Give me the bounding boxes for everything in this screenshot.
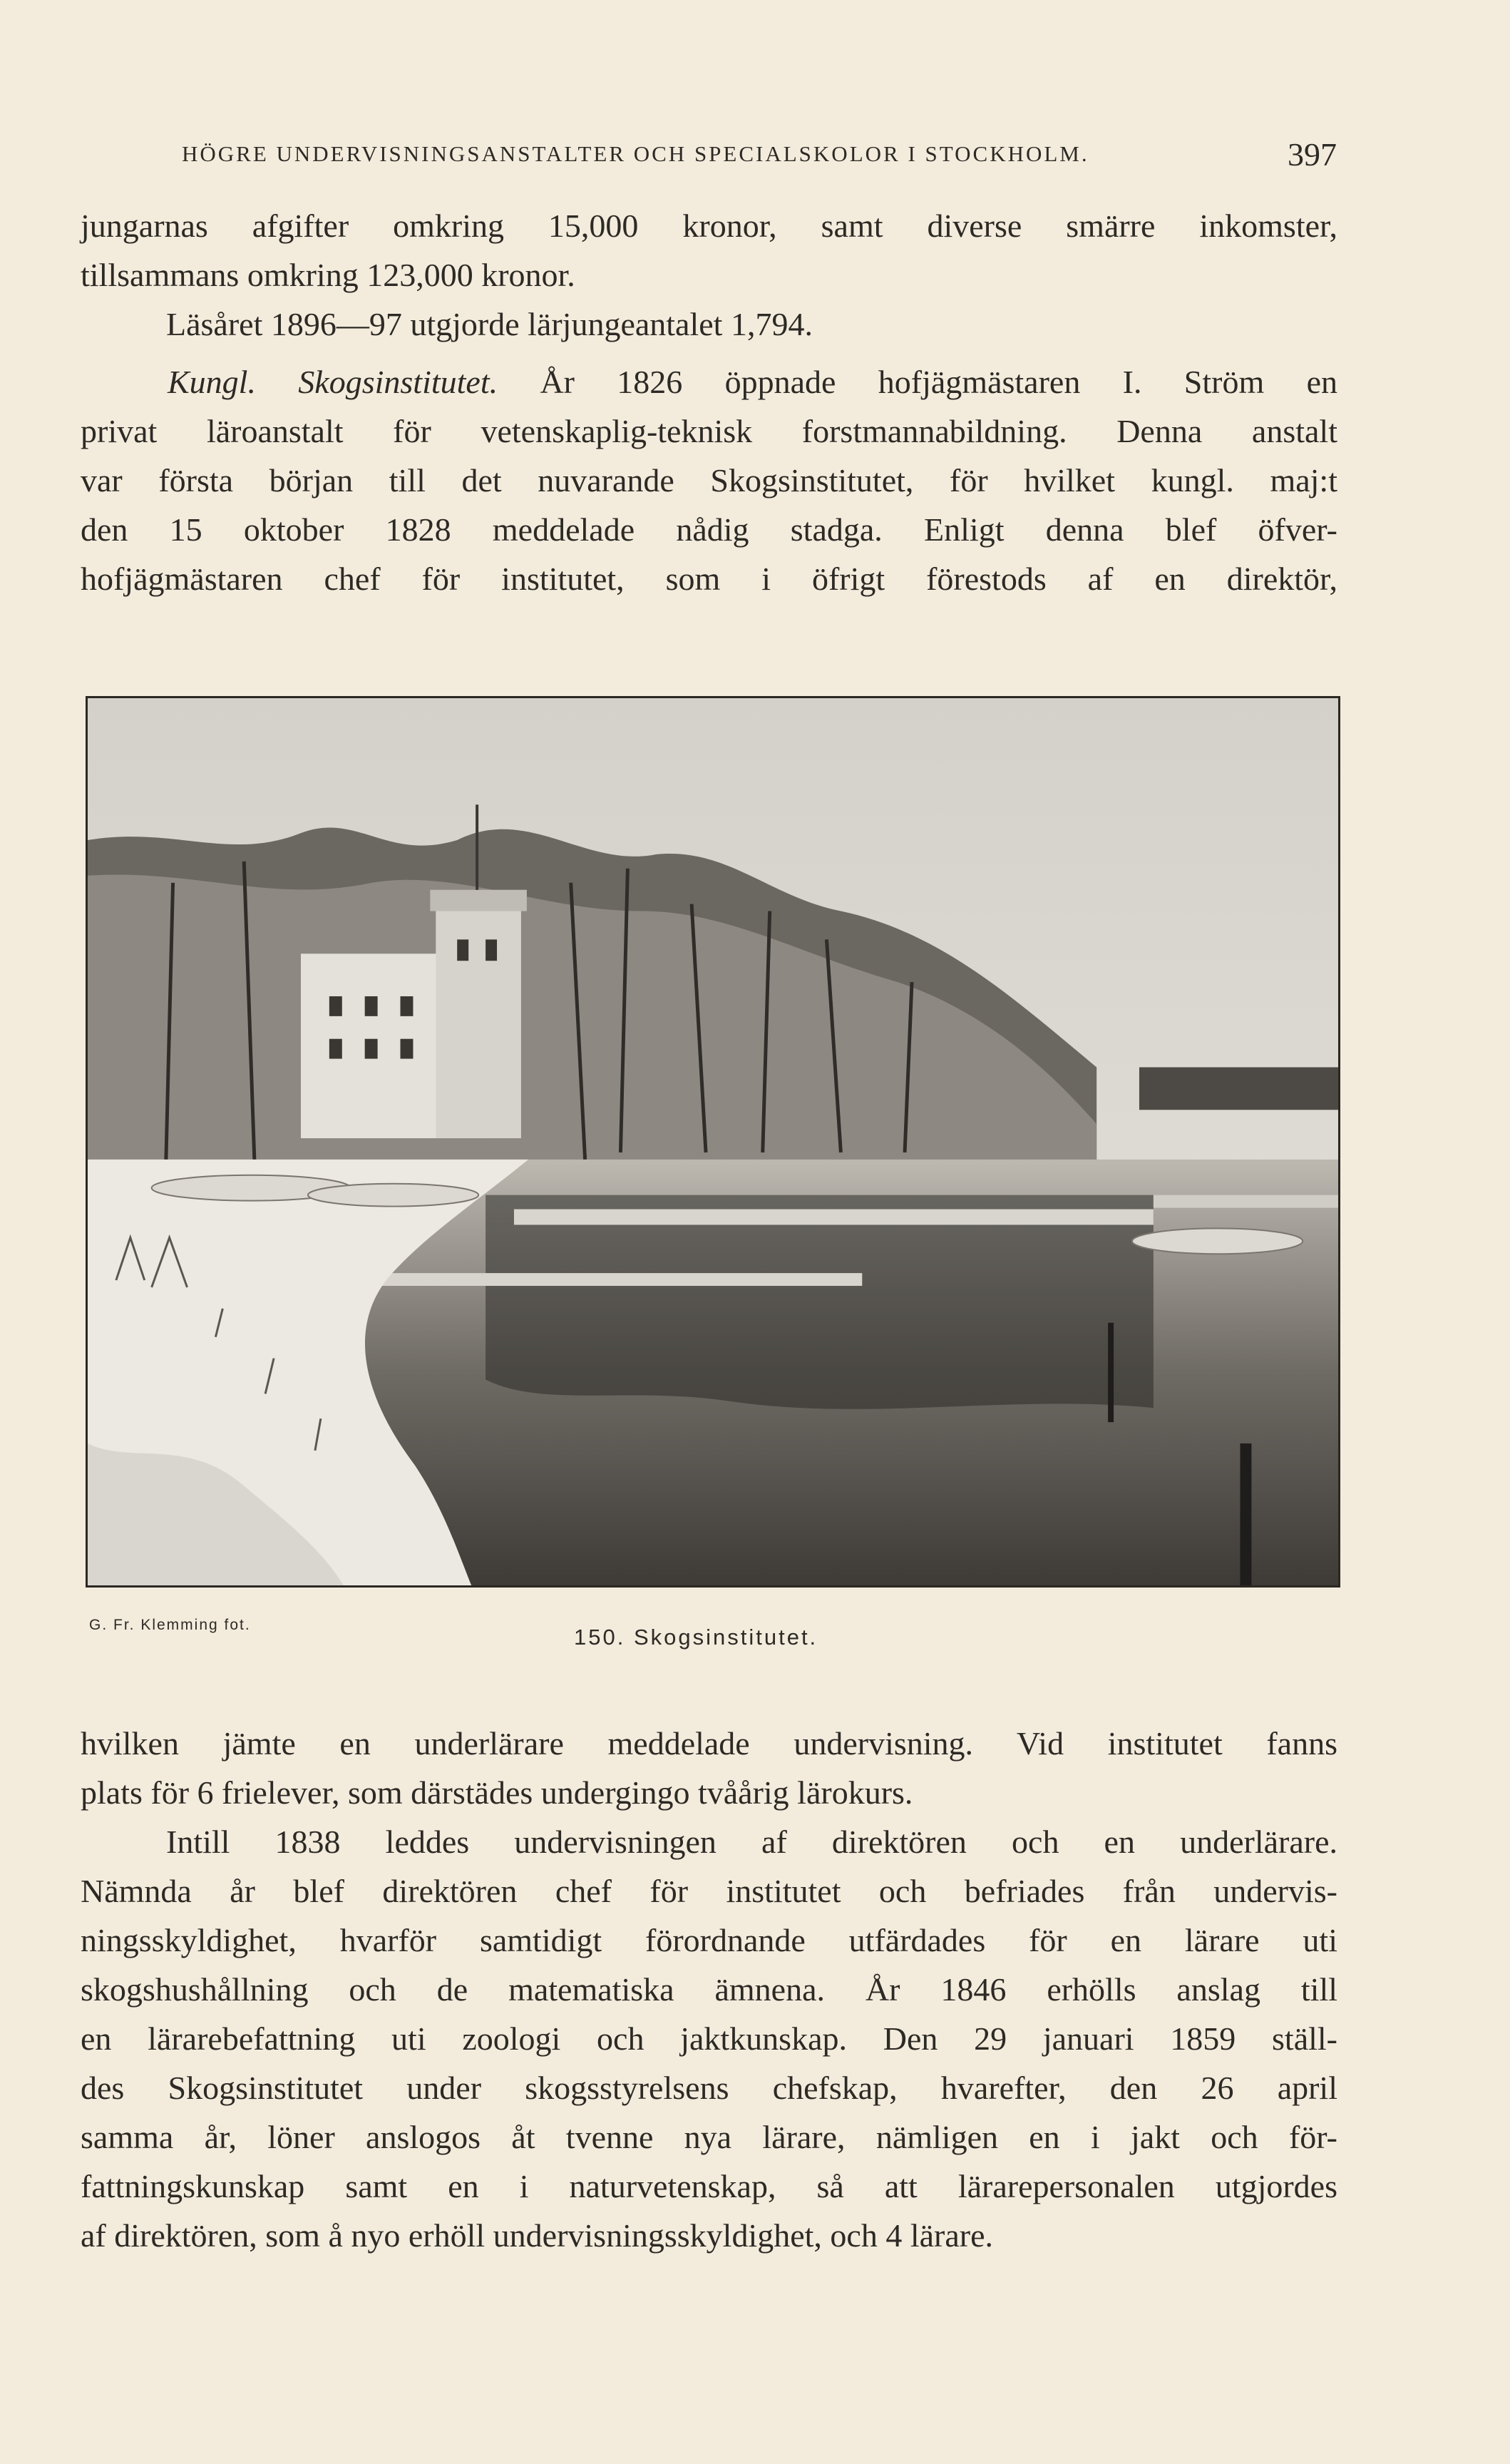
text-line: jungarnas afgifter omkring 15,000 kronor, samt diverse smärre inkomster, bbox=[81, 208, 1337, 244]
bottom-text-block bbox=[81, 1719, 1337, 2260]
text-line: privat läroanstalt för vetenskaplig-teknisk forstmannabildning. Denna anstalt bbox=[81, 413, 1337, 449]
text-line: ningsskyldighet, hvarför samtidigt förordnande utfärdades för en lärare uti bbox=[81, 1922, 1337, 1958]
text-line: hofjägmästaren chef för institutet, som i öfrigt förestods af en direktör, bbox=[81, 561, 1337, 597]
text-line: fattningskunskap samt en i naturvetenskap, så att lärarepersonalen utgjordes bbox=[81, 2168, 1337, 2204]
text-line: den 15 oktober 1828 meddelade nådig stadga. Enligt denna blef öfver- bbox=[81, 511, 1337, 548]
text-line: Läsåret 1896—97 utgjorde lärjungeantalet 1,794. bbox=[166, 306, 813, 342]
text-line: plats för 6 frielever, som därstädes undergingo tvåårig lärokurs. bbox=[81, 1774, 913, 1811]
page-header bbox=[182, 137, 1337, 173]
text-line: samma år, löner anslogos åt tvenne nya lärare, nämligen en i jakt och för- bbox=[81, 2119, 1337, 2155]
section-first-line bbox=[81, 357, 1337, 407]
far-shore bbox=[1139, 1068, 1338, 1110]
top-text-block bbox=[81, 201, 1337, 603]
pier bbox=[322, 1273, 862, 1286]
winter-lake-photo bbox=[88, 698, 1338, 1585]
text-line: var första början till det nuvarande Skogsinstitutet, för hvilket kungl. maj:t bbox=[81, 462, 1337, 499]
page-number: 397 bbox=[1288, 136, 1337, 173]
photo-credit: G. Fr. Klemming fot. bbox=[89, 1617, 251, 1633]
text-line: des Skogsinstitutet under skogsstyrelsens chefskap, hvarefter, den 26 april bbox=[81, 2070, 1337, 2106]
section-first-line-rest: År 1826 öppnade hofjägmästaren I. Ström en bbox=[540, 364, 1337, 400]
text-line: tillsammans omkring 123,000 kronor. bbox=[81, 257, 575, 293]
text-line: en lärarebefattning uti zoologi och jaktkunskap. Den 29 januari 1859 ställ- bbox=[81, 2020, 1337, 2057]
text-line: Nämnda år blef direktören chef för institutet och befriades från undervis- bbox=[81, 1873, 1337, 1909]
section-title: Kungl. Skogsinstitutet. bbox=[168, 364, 498, 400]
text-line: af direktören, som å nyo erhöll undervisningsskyldighet, och 4 lärare. bbox=[81, 2217, 994, 2254]
text-line: hvilken jämte en underlärare meddelade undervisning. Vid institutet fanns bbox=[81, 1725, 1337, 1762]
text-line: skogshushållning och de matematiska ämnena. År 1846 erhölls anslag till bbox=[81, 1971, 1337, 2008]
figure-caption: 150. Skogsinstitutet. bbox=[574, 1625, 818, 1650]
photograph-skogsinstitutet bbox=[86, 696, 1340, 1588]
running-title: HÖGRE UNDERVISNINGSANSTALTER OCH SPECIALSKOLOR I STOCKHOLM. bbox=[182, 141, 1089, 166]
text-line: Intill 1838 leddes undervisningen af direktören och en underlärare. bbox=[166, 1824, 1337, 1860]
pier bbox=[514, 1210, 1154, 1225]
tower bbox=[436, 904, 521, 1138]
